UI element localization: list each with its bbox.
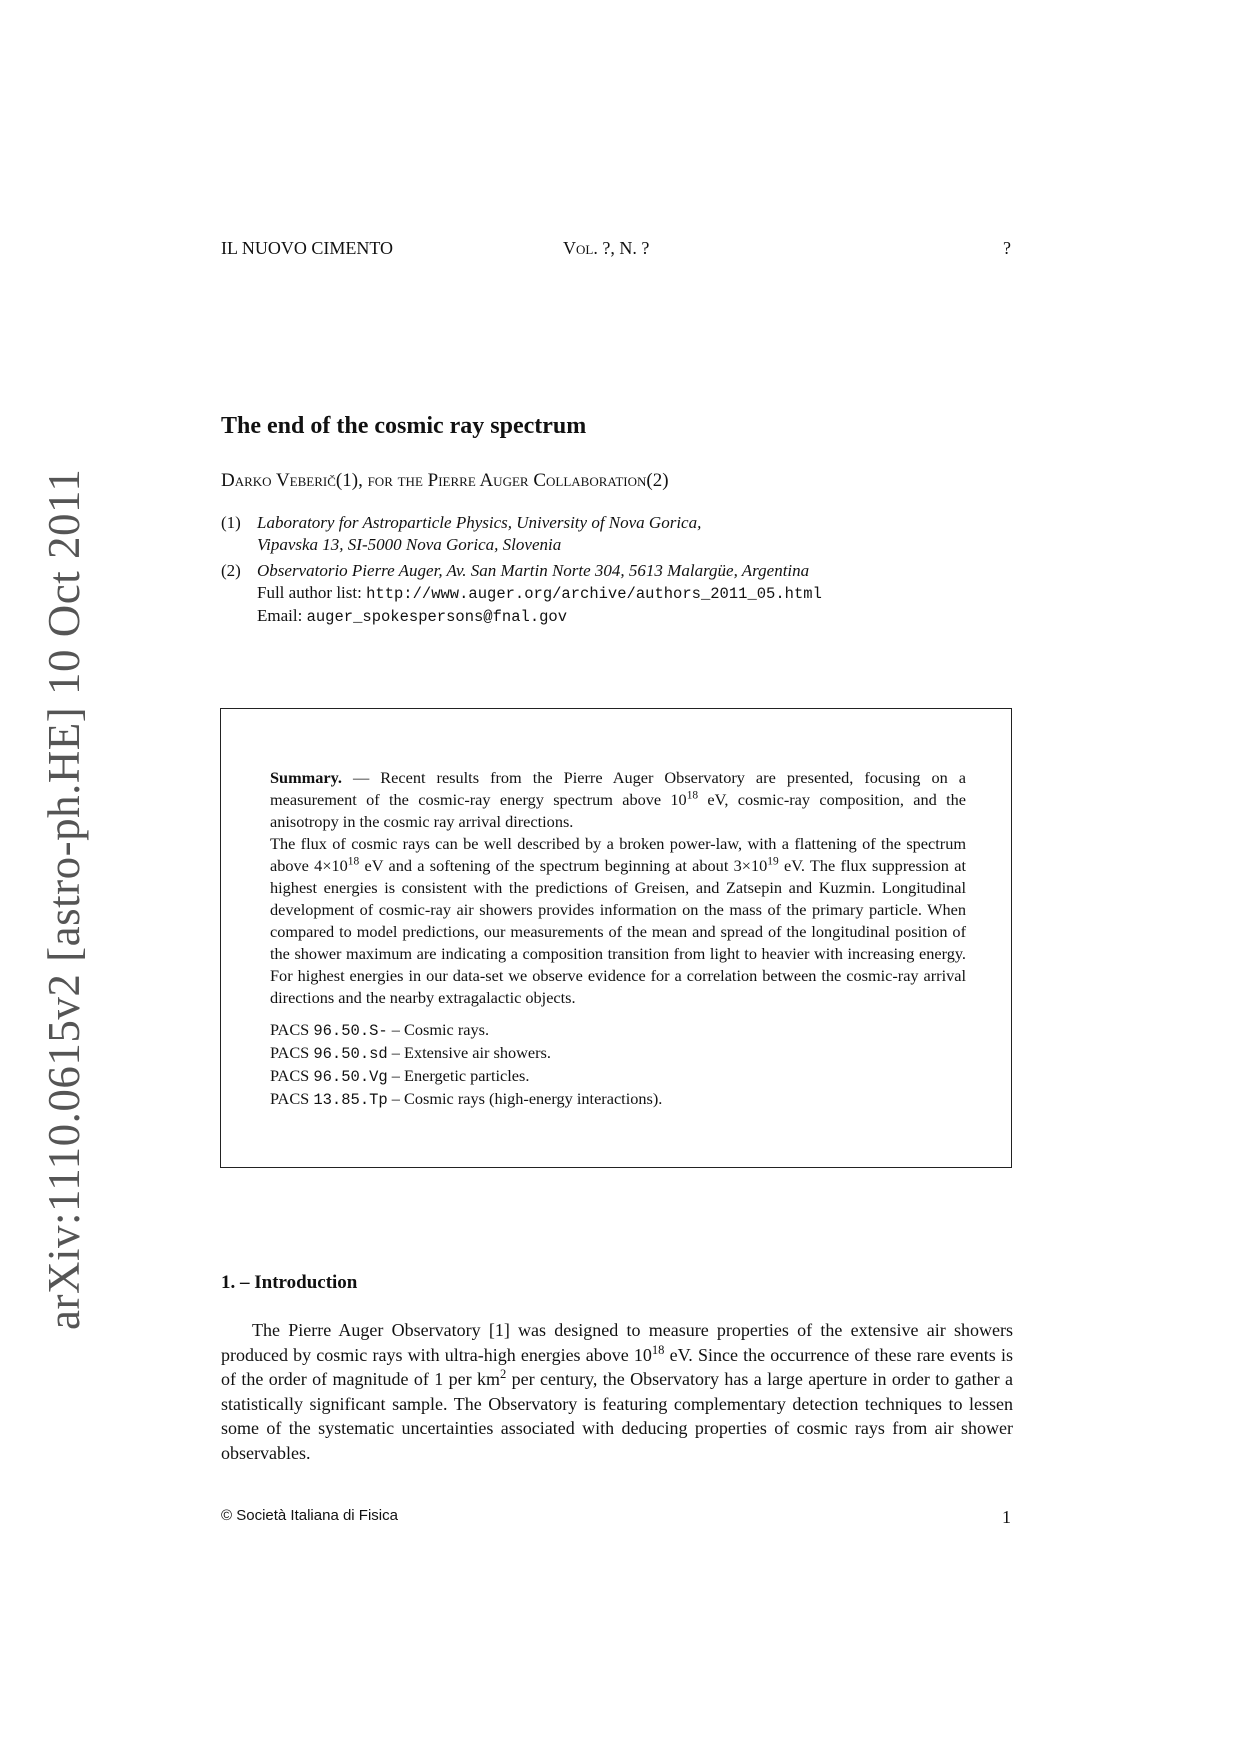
pacs-entry xyxy=(270,1065,966,1088)
arxiv-sidebar-stamp: arXiv:1110.0615v2 [astro-ph.HE] 10 Oct 2011 xyxy=(39,468,89,1330)
summary-p2-text-b: eV and a softening of the spectrum beginning at about 3×10 xyxy=(359,856,768,875)
summary-dash: — xyxy=(341,768,381,787)
affiliation-1-line-2: Vipavska 13, SI-5000 Nova Gorica, Slovenia xyxy=(257,535,562,554)
intro-exponent-1: 18 xyxy=(651,1342,665,1357)
summary-paragraph-2 xyxy=(270,833,966,1009)
author-mark-1: (1) xyxy=(335,470,359,491)
affiliation-1-mark: (1) xyxy=(221,513,241,532)
summary-p1-text-b: eV, cosmic-ray composition, and the anisotropy in the cosmic ray arrival directions. xyxy=(270,790,966,831)
affiliation-2-mark: (2) xyxy=(221,561,241,580)
summary-p1-exponent: 18 xyxy=(686,789,699,802)
section-number: 1. xyxy=(221,1272,236,1293)
intro-exponent-2: 2 xyxy=(499,1367,507,1382)
copyright-notice: © Società Italiana di Fisica xyxy=(221,1507,398,1524)
pacs-code: 96.50.sd xyxy=(313,1045,388,1063)
affiliation-1-line-1: Laboratory for Astroparticle Physics, University of Nova Gorica, xyxy=(257,513,702,532)
summary-box xyxy=(220,708,1012,1168)
email-link[interactable]: auger_spokespersons@fnal.gov xyxy=(306,608,568,626)
pacs-prefix: PACS xyxy=(270,1066,314,1085)
summary-paragraph-1 xyxy=(270,767,966,833)
summary-p2-text-a: The flux of cosmic rays can be well described by a broken power-law, with a flattening of the spectrum above 4×10 xyxy=(270,834,966,875)
affiliation-1 xyxy=(221,512,701,556)
pacs-entry xyxy=(270,1019,966,1042)
affiliation-2-line-1: Observatorio Pierre Auger, Av. San Martin Norte 304, 5613 Malargüe, Argentina xyxy=(257,561,810,580)
pacs-prefix: PACS xyxy=(270,1089,314,1108)
pacs-description: – Energetic particles. xyxy=(387,1066,530,1085)
summary-p2-exponent-2: 19 xyxy=(767,855,779,868)
summary-p1-text-a: Recent results from the Pierre Auger Observatory are presented, focusing on a measurement of the cosmic-ray energy spectrum above 10 xyxy=(270,768,966,809)
author-name: Darko Veberič xyxy=(221,470,336,491)
author-mark-2: (2) xyxy=(646,470,669,491)
pacs-description: – Cosmic rays (high-energy interactions). xyxy=(387,1089,663,1108)
author-list-link[interactable]: http://www.auger.org/archive/authors_2011_05.html xyxy=(366,585,822,603)
summary-label: Summary. xyxy=(270,768,342,787)
section-sep: – xyxy=(235,1272,255,1293)
pacs-entry xyxy=(270,1088,966,1111)
pacs-prefix: PACS xyxy=(270,1043,314,1062)
author-line xyxy=(221,470,669,492)
pacs-entry xyxy=(270,1042,966,1065)
pacs-code: 96.50.Vg xyxy=(313,1068,388,1086)
page-footer xyxy=(221,1507,1011,1527)
intro-text-a: The Pierre Auger Observatory [1] was designed to measure properties of the extensive air showers produced by cosmic rays with ultra-high energies above 10 xyxy=(221,1320,1013,1365)
header-page: ? xyxy=(1003,238,1011,258)
email-label: Email: xyxy=(257,606,307,625)
pacs-code: 96.50.S- xyxy=(313,1022,388,1040)
intro-text-c: per century, the Observatory has a large aperture in order to gather a statistically significant sample. The Observatory is featuring complementary detection techniques to lessen some of the systematic uncertainties associated with deducing properties of cosmic rays from air shower observables. xyxy=(221,1369,1013,1463)
section-heading xyxy=(221,1272,357,1294)
author-sep: , for the xyxy=(358,470,428,491)
summary-text xyxy=(270,767,966,1111)
pacs-code: 13.85.Tp xyxy=(313,1091,388,1109)
collaboration-name: Pierre Auger Collaboration xyxy=(427,470,647,491)
paper-title: The end of the cosmic ray spectrum xyxy=(221,413,587,439)
pacs-prefix: PACS xyxy=(270,1020,314,1039)
affiliation-2 xyxy=(221,560,822,628)
intro-paragraph xyxy=(221,1318,1013,1466)
pacs-description: – Extensive air showers. xyxy=(387,1043,551,1062)
journal-name: IL NUOVO CIMENTO xyxy=(221,238,393,258)
page-number: 1 xyxy=(1002,1507,1011,1527)
intro-text-b: eV. Since the occurrence of these rare events is of the order of magnitude of 1 per km xyxy=(221,1344,1013,1390)
section-title: Introduction xyxy=(254,1272,358,1293)
author-list-label: Full author list: xyxy=(257,583,367,602)
volume-info: Vol. ?, N. ? xyxy=(563,238,650,258)
summary-p2-text-c: eV. The flux suppression at highest energies is consistent with the predictions of Greisen, and Zatsepin and Kuzmin. Longitudinal development of cosmic-ray air showers provides information on the mass of the primary particle. When compared to model predictions, our measurements of the mean and spread of the longitudinal position of the shower maximum are indicating a composition transition from light to heavier with increasing energy. For highest energies in our data-set we observe evidence for a correlation between the cosmic-ray arrival directions and the nearby extragalactic objects. xyxy=(270,856,966,1007)
pacs-description: – Cosmic rays. xyxy=(387,1020,490,1039)
summary-p2-exponent-1: 18 xyxy=(347,855,360,868)
